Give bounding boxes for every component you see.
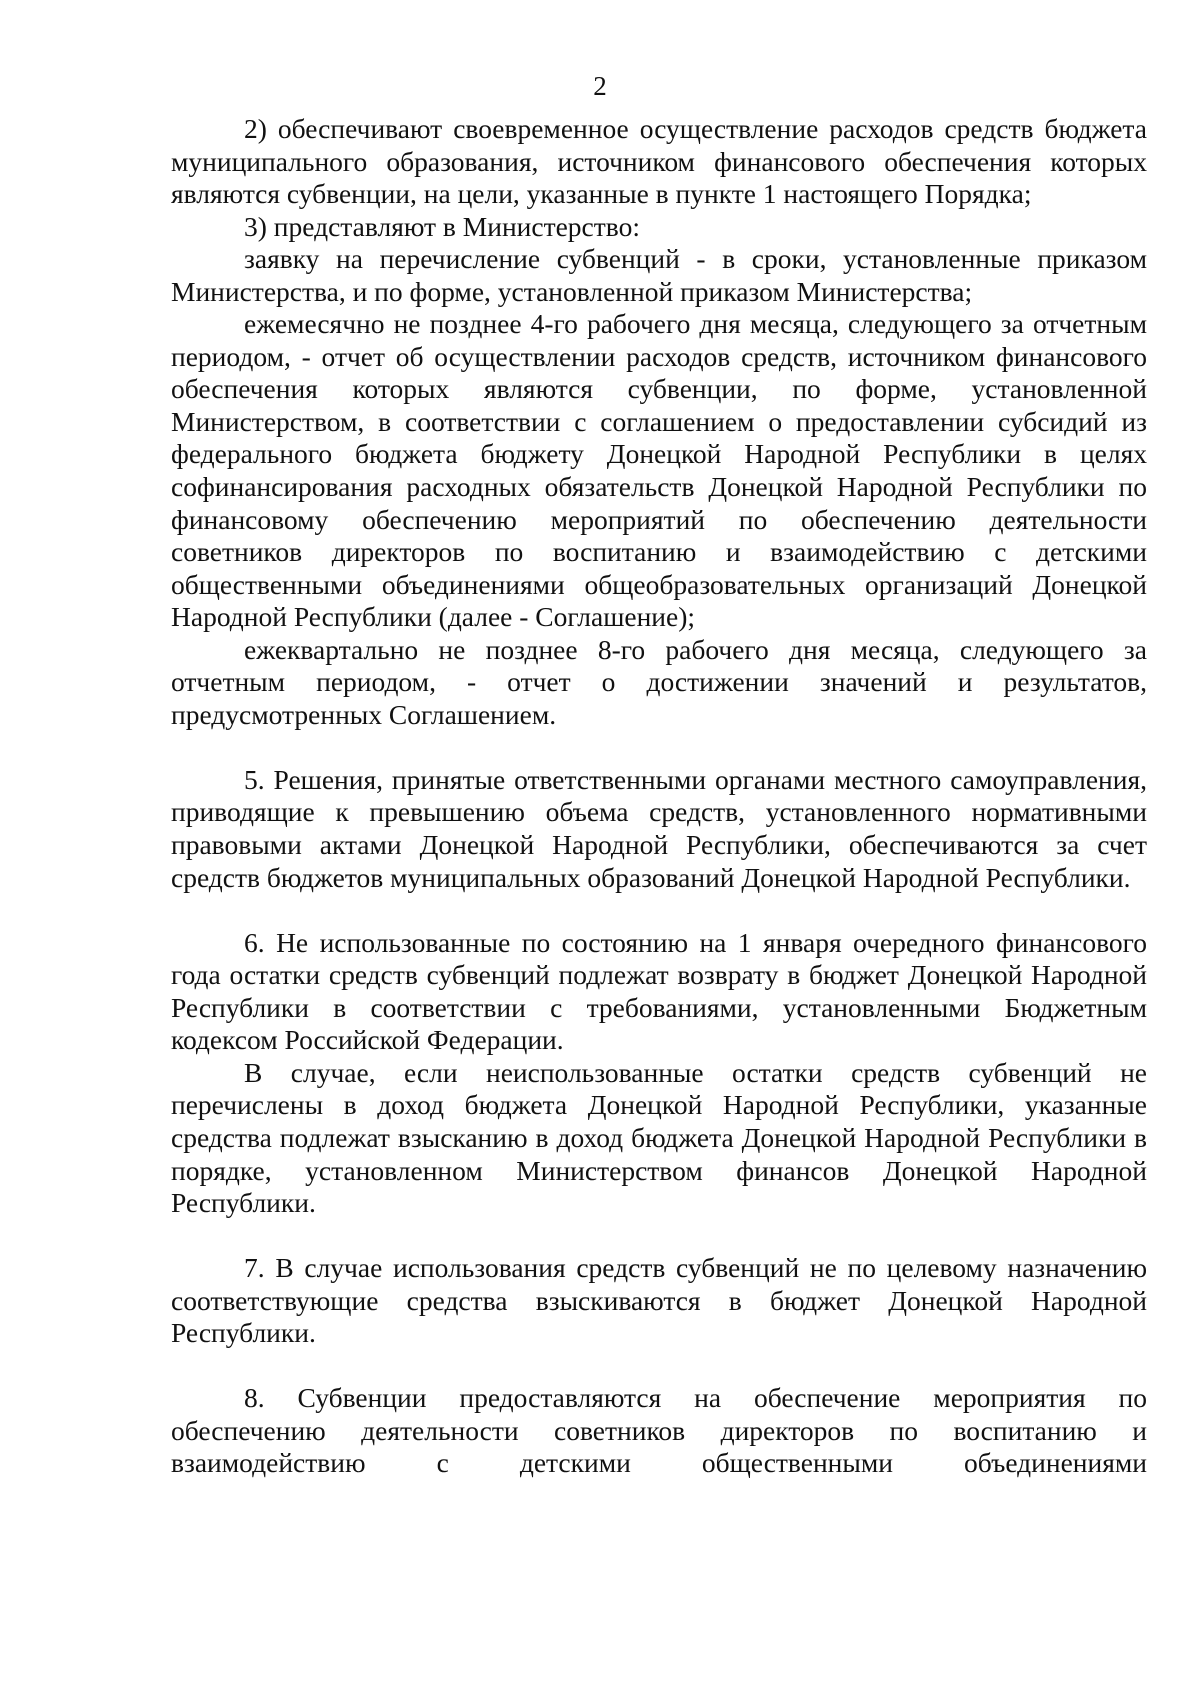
paragraph-spacer [171, 1350, 1147, 1383]
paragraph-section-8: 8. Субвенции предоставляются на обеспечение мероприятия по обеспечению деятельности советников директоров по воспитанию и взаимодействию с детскими общественными объединениями [171, 1382, 1147, 1479]
page-number: 2 [593, 71, 607, 101]
paragraph-section-6: 6. Не использованные по состоянию на 1 января очередного финансового года остатки средств субвенций подлежат возврату в бюджет Донецкой Народной Республики в соответствии с требованиями, установленными Бюджетным кодексом Российской Федерации. [171, 926, 1147, 1056]
paragraph-section-7: 7. В случае использования средств субвенций не по целевому назначению соответствующие средства взыскиваются в бюджет Донецкой Народной Республики. [171, 1252, 1147, 1349]
paragraph-item-2: 2) обеспечивают своевременное осуществление расходов средств бюджета муниципального образования, источником финансового обеспечения которых являются субвенции, на цели, указанные в пункте 1 настоящего Порядка; [171, 113, 1147, 210]
paragraph-request-submission: заявку на перечисление субвенций - в сроки, установленные приказом Министерства, и по форме, установленной приказом Министерства; [171, 243, 1147, 307]
paragraph-item-3: 3) представляют в Министерство: [244, 210, 640, 242]
document-body [171, 113, 1147, 1480]
paragraph-section-5: 5. Решения, принятые ответственными органами местного самоуправления, приводящие к превышению объема средств, установленного нормативными правовыми актами Донецкой Народной Республики, обеспечиваются за счет средств бюджетов муниципальных образований Донецкой Народной Республики. [171, 763, 1147, 893]
paragraph-monthly-report: ежемесячно не позднее 4-го рабочего дня месяца, следующего за отчетным периодом, - отчет об осуществлении расходов средств, источником финансового обеспечения которых являются субвенции, по форме, установленной Министерством, в соответствии с соглашением о предоставлении субсидий из федерального бюджета бюджету Донецкой Народной Республики в целях софинансирования расходных обязательств Донецкой Народной Республики по финансовому обеспечению мероприятий по обеспечению деятельности советников директоров по воспитанию и взаимодействию с детскими общественными объединениями общеобразовательных организаций Донецкой Народной Республики (далее - Соглашение); [171, 308, 1147, 633]
paragraph-spacer [171, 731, 1147, 764]
paragraph-spacer [171, 1220, 1147, 1253]
paragraph-spacer [171, 894, 1147, 927]
paragraph-quarterly-report: ежеквартально не позднее 8-го рабочего дня месяца, следующего за отчетным периодом, - отчет о достижении значений и результатов, предусмотренных Соглашением. [171, 633, 1147, 730]
paragraph-section-6-recovery: В случае, если неиспользованные остатки средств субвенций не перечислены в доход бюджета Донецкой Народной Республики, указанные средства подлежат взысканию в доход бюджета Донецкой Народной Республики в порядке, установленном Министерством финансов Донецкой Народной Республики. [171, 1056, 1147, 1219]
